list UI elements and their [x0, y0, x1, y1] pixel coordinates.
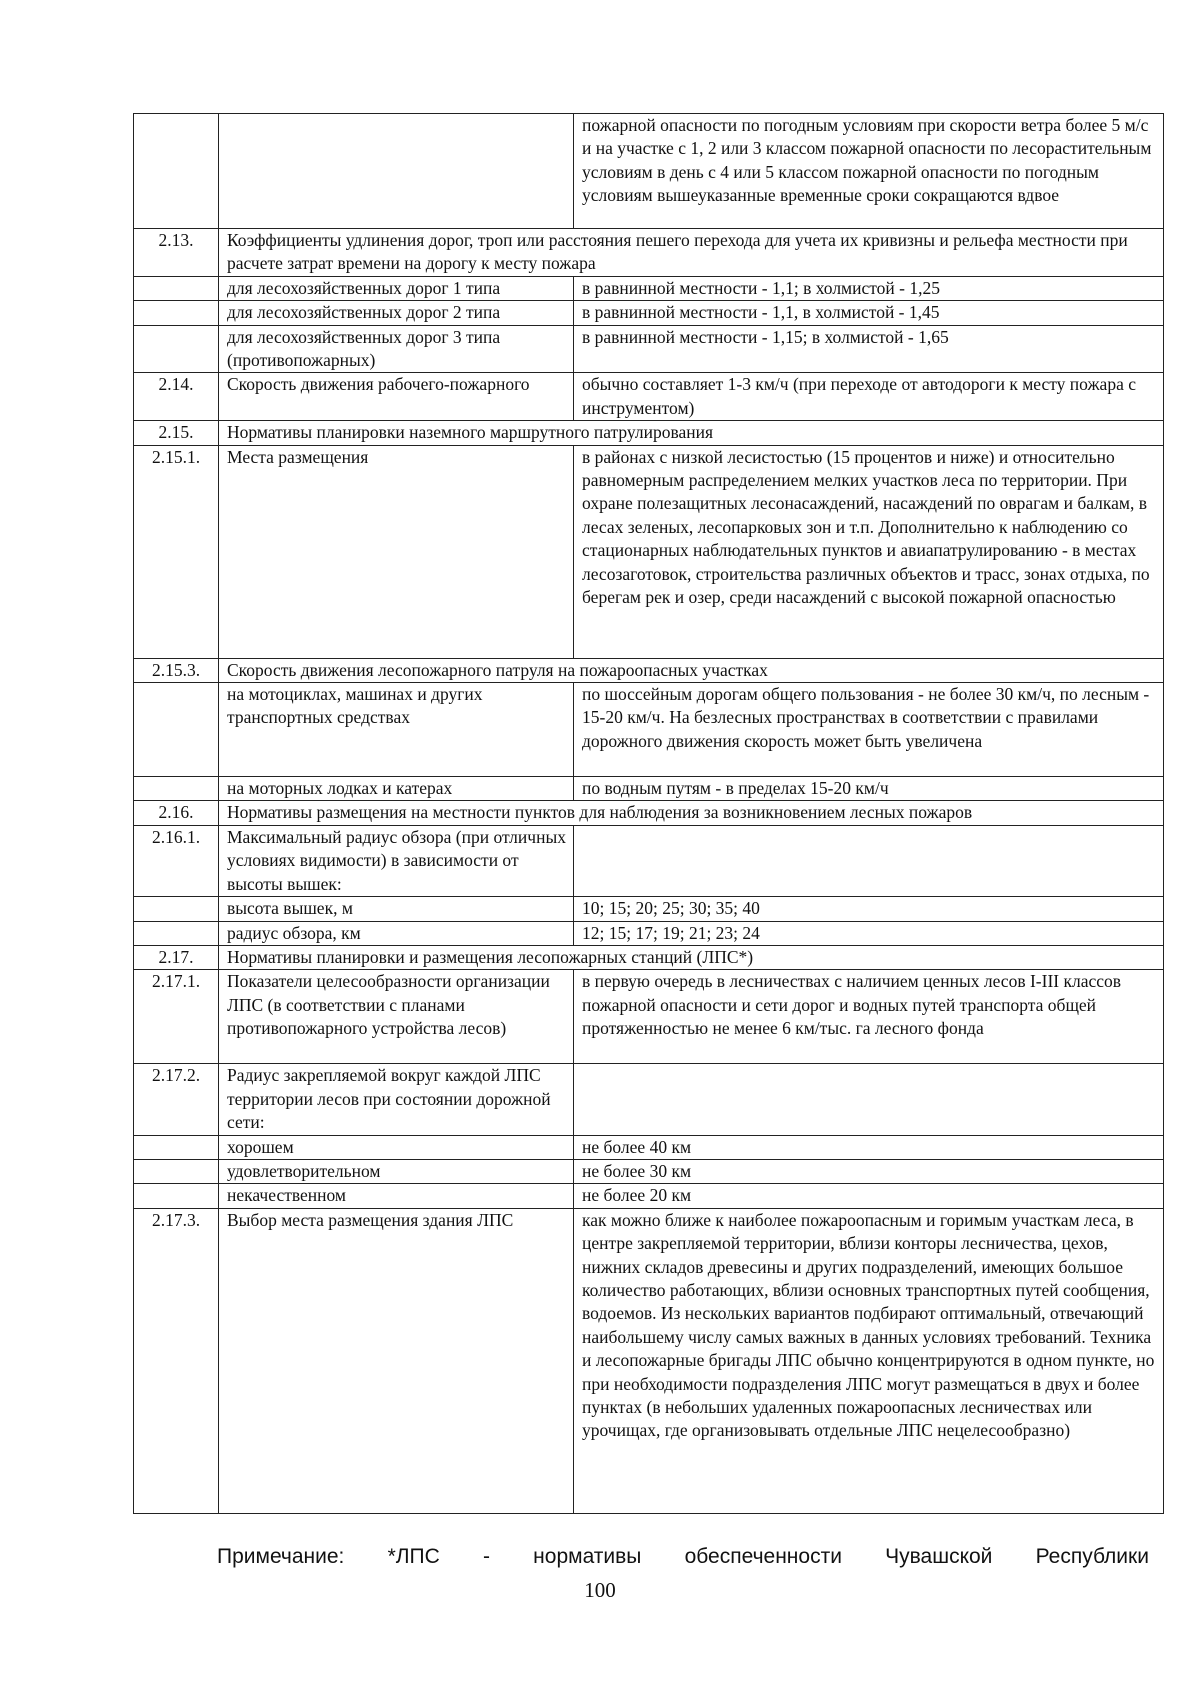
row-number: [134, 683, 219, 777]
footnote-word: обеспеченности: [684, 1545, 842, 1568]
table-row: [134, 1135, 1164, 1159]
table-row: [134, 658, 1164, 682]
row-number: 2.16.: [134, 801, 219, 825]
value-cell: не более 20 км: [574, 1184, 1164, 1208]
table-row: [134, 825, 1164, 896]
value-cell: по шоссейным дорогам общего пользования - не более 30 км/ч, по лесным - 15-20 км/ч. На безлесных пространствах в соответствии с правилами дорожного движения скорость может быть увеличена: [574, 683, 1164, 777]
table-row: [134, 229, 1164, 277]
row-number: [134, 276, 219, 300]
table-row: [134, 801, 1164, 825]
footnote-word: Примечание:: [217, 1545, 345, 1568]
row-number: [134, 921, 219, 945]
table-row: [134, 777, 1164, 801]
row-number: [134, 777, 219, 801]
parameter-cell: на мотоциклах, машинах и других транспортных средствах: [219, 683, 574, 777]
parameter-cell: Показатели целесообразности организации ЛПС (в соответствии с планами противопожарного устройства лесов): [219, 970, 574, 1064]
row-number: 2.15.1.: [134, 445, 219, 658]
row-number: 2.17.: [134, 945, 219, 969]
row-number: 2.14.: [134, 373, 219, 421]
row-number: 2.17.2.: [134, 1064, 219, 1135]
parameter-cell: радиус обзора, км: [219, 921, 574, 945]
row-number: 2.17.1.: [134, 970, 219, 1064]
norms-table: [133, 113, 1164, 1514]
row-number: [134, 1184, 219, 1208]
table-row: [134, 325, 1164, 373]
footnote-word: нормативы: [533, 1545, 642, 1568]
footnote-word: *ЛПС: [387, 1545, 440, 1568]
row-number: [134, 1135, 219, 1159]
row-number: 2.16.1.: [134, 825, 219, 896]
section-heading-cell: Скорость движения лесопожарного патруля на пожароопасных участках: [219, 658, 1164, 682]
table-row: [134, 921, 1164, 945]
value-cell: в первую очередь в лесничествах с наличием ценных лесов I-III классов пожарной опасности и сети дорог и водных путей транспорта общей протяженностью не менее 6 км/тыс. га лесного фонда: [574, 970, 1164, 1064]
value-cell: по водным путям - в пределах 15-20 км/ч: [574, 777, 1164, 801]
table-row: [134, 276, 1164, 300]
parameter-cell: Максимальный радиус обзора (при отличных условиях видимости) в зависимости от высоты вышек:: [219, 825, 574, 896]
row-number: 2.15.3.: [134, 658, 219, 682]
parameter-cell: высота вышек, м: [219, 897, 574, 921]
value-cell: 12; 15; 17; 19; 21; 23; 24: [574, 921, 1164, 945]
footnote-word: -: [482, 1545, 490, 1568]
value-cell: [574, 1064, 1164, 1135]
parameter-cell: Выбор места размещения здания ЛПС: [219, 1208, 574, 1513]
value-cell: пожарной опасности по погодным условиям при скорости ветра более 5 м/с и на участке с 1, 2 или 3 классом пожарной опасности по лесорастительным условиям в день с 4 или 5 классом пожарной опасности по погодным условиям вышеуказанные временные сроки сокращаются вдвое: [574, 114, 1164, 229]
row-number: [134, 301, 219, 325]
footnote-word: Республики: [1035, 1545, 1149, 1568]
row-number: [134, 114, 219, 229]
section-heading-cell: Нормативы размещения на местности пунктов для наблюдения за возникновением лесных пожаров: [219, 801, 1164, 825]
value-cell: в равнинной местности - 1,15; в холмистой - 1,65: [574, 325, 1164, 373]
value-cell: в равнинной местности - 1,1; в холмистой - 1,25: [574, 276, 1164, 300]
row-number: [134, 325, 219, 373]
footnote-word: Чувашской: [885, 1545, 993, 1568]
row-number: 2.15.: [134, 421, 219, 445]
value-cell: не более 40 км: [574, 1135, 1164, 1159]
row-number: [134, 1159, 219, 1183]
table-row: [134, 1159, 1164, 1183]
value-cell: обычно составляет 1-3 км/ч (при переходе от автодороги к месту пожара с инструментом): [574, 373, 1164, 421]
page-number: 100: [584, 1578, 616, 1602]
table-row: [134, 301, 1164, 325]
parameter-cell: для лесохозяйственных дорог 3 типа (противопожарных): [219, 325, 574, 373]
value-cell: в равнинной местности - 1,1, в холмистой - 1,45: [574, 301, 1164, 325]
table-row: [134, 945, 1164, 969]
parameter-cell: Радиус закрепляемой вокруг каждой ЛПС территории лесов при состоянии дорожной сети:: [219, 1064, 574, 1135]
section-heading-cell: Коэффициенты удлинения дорог, троп или расстояния пешего перехода для учета их кривизны и рельефа местности при расчете затрат времени на дорогу к месту пожара: [219, 229, 1164, 277]
table-row: [134, 1184, 1164, 1208]
parameter-cell: [219, 114, 574, 229]
value-cell: 10; 15; 20; 25; 30; 35; 40: [574, 897, 1164, 921]
parameter-cell: на моторных лодках и катерах: [219, 777, 574, 801]
value-cell: [574, 825, 1164, 896]
parameter-cell: для лесохозяйственных дорог 1 типа: [219, 276, 574, 300]
table-row: [134, 683, 1164, 777]
value-cell: в районах с низкой лесистостью (15 процентов и ниже) и относительно равномерным распределением мелких участков леса по территории. При охране полезащитных лесонасаждений, насаждений по оврагам и балкам, в лесах зеленых, лесопарковых зон и т.п. Дополнительно к наблюдению со стационарных наблюдательных пунктов и авиапатрулированию - в местах лесозаготовок, строительства различных объектов и трасс, зонах отдыха, по берегам рек и озер, среди насаждений с высокой пожарной опасностью: [574, 445, 1164, 658]
section-heading-cell: Нормативы планировки и размещения лесопожарных станций (ЛПС*): [219, 945, 1164, 969]
table-row: [134, 970, 1164, 1064]
parameter-cell: Скорость движения рабочего-пожарного: [219, 373, 574, 421]
value-cell: как можно ближе к наиболее пожароопасным и горимым участкам леса, в центре закрепляемой территории, вблизи конторы лесничества, цехов, нижних складов древесины и других подразделений, имеющих большое количество работающих, вблизи основных транспортных путей сообщения, водоемов. Из нескольких вариантов подбирают оптимальный, отвечающий наибольшему числу самых важных в данных условиях требований. Техника и лесопожарные бригады ЛПС обычно концентрируются в одном пункте, но при необходимости подразделения ЛПС могут размещаться в двух и более пунктах (в небольших удаленных пожароопасных лесничествах или урочищах, где организовывать отдельные ЛПС нецелесообразно): [574, 1208, 1164, 1513]
row-number: [134, 897, 219, 921]
section-heading-cell: Нормативы планировки наземного маршрутного патрулирования: [219, 421, 1164, 445]
parameter-cell: удовлетворительном: [219, 1159, 574, 1183]
parameter-cell: Места размещения: [219, 445, 574, 658]
row-number: 2.17.3.: [134, 1208, 219, 1513]
value-cell: не более 30 км: [574, 1159, 1164, 1183]
row-number: 2.13.: [134, 229, 219, 277]
parameter-cell: некачественном: [219, 1184, 574, 1208]
table-row: [134, 897, 1164, 921]
table-row: [134, 1064, 1164, 1135]
parameter-cell: для лесохозяйственных дорог 2 типа: [219, 301, 574, 325]
parameter-cell: хорошем: [219, 1135, 574, 1159]
footnote: [217, 1545, 1149, 1569]
table-row: [134, 421, 1164, 445]
table-row: [134, 445, 1164, 658]
table-row: [134, 1208, 1164, 1513]
table-row: [134, 114, 1164, 229]
table-row: [134, 373, 1164, 421]
